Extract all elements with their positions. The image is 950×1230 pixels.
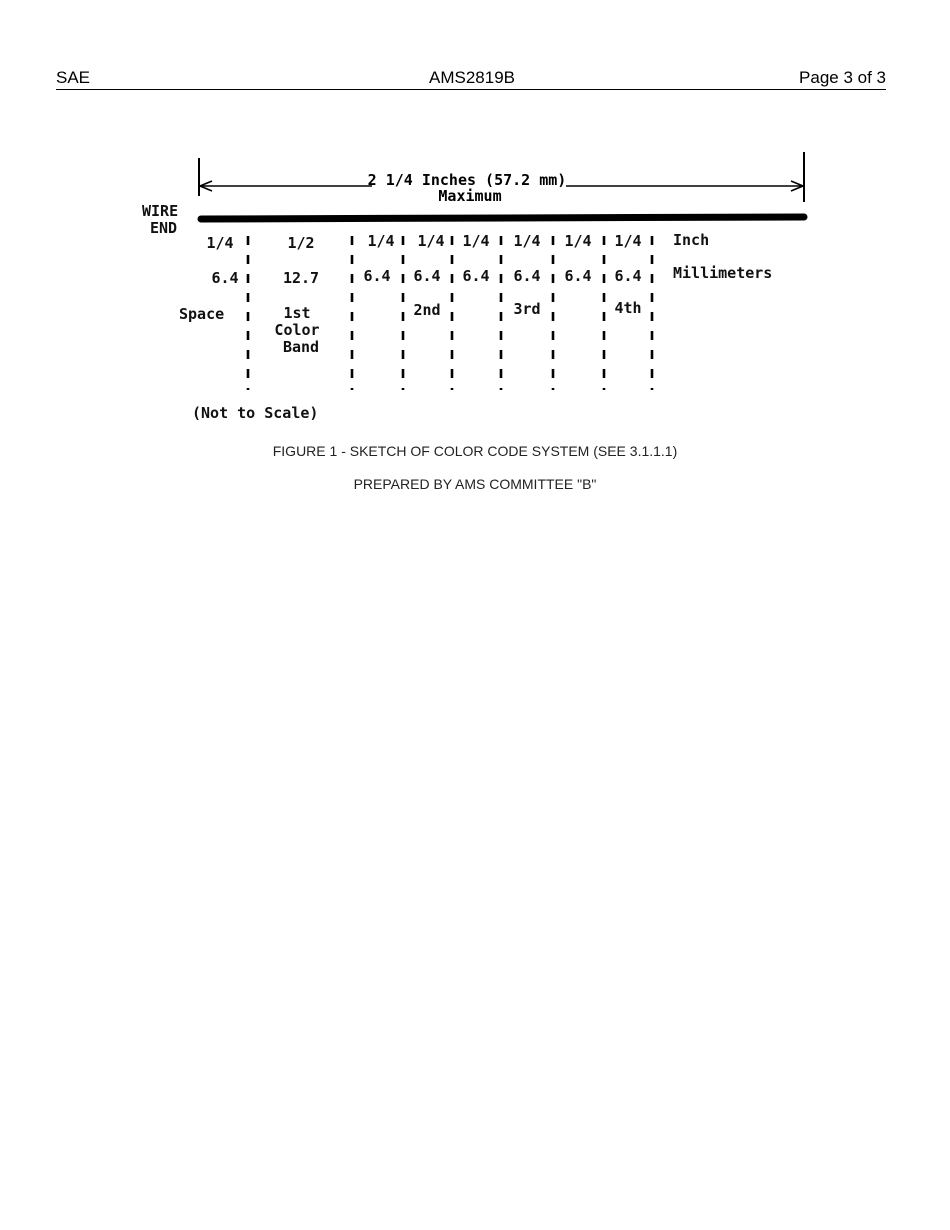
- inch-value: 1/4: [206, 234, 234, 252]
- dimension-sublabel: Maximum: [438, 187, 502, 205]
- header-org: SAE: [56, 68, 91, 87]
- not-to-scale-note: (Not to Scale): [192, 404, 319, 422]
- figure-caption: FIGURE 1 - SKETCH OF COLOR CODE SYSTEM (SEE 3.1.1.1): [272, 443, 678, 459]
- inch-value: 1/4: [462, 232, 490, 250]
- inch-value: 1/4: [367, 232, 395, 250]
- fourth-band-label: 4th: [614, 299, 642, 317]
- header-document-number: AMS2819B: [429, 68, 515, 87]
- space-label: Space: [179, 305, 225, 323]
- header-page-number: Page 3 of 3: [799, 68, 886, 87]
- first-band-label: Band: [282, 338, 320, 356]
- second-band-label: 2nd: [413, 301, 441, 319]
- first-band-label: 1st: [283, 304, 311, 322]
- third-band-label: 3rd: [513, 300, 541, 318]
- inch-value: 1/4: [417, 232, 445, 250]
- wire-end-label-2: END: [150, 219, 178, 237]
- wire-end-label-1: WIRE: [142, 202, 179, 220]
- mm-value: 6.4: [211, 269, 239, 287]
- inch-unit-label: Inch: [673, 231, 710, 249]
- mm-value: 6.4: [363, 267, 391, 285]
- dimension-label: 2 1/4 Inches (57.2 mm): [367, 171, 567, 189]
- mm-value: 6.4: [614, 267, 642, 285]
- mm-value: 12.7: [282, 269, 320, 287]
- prepared-by-note: PREPARED BY AMS COMMITTEE "B": [353, 476, 597, 492]
- inch-value: 1/4: [513, 232, 541, 250]
- inch-value: 1/2: [287, 234, 315, 252]
- mm-value: 6.4: [564, 267, 592, 285]
- mm-unit-label: Millimeters: [673, 264, 773, 282]
- wire: [201, 217, 804, 219]
- first-band-label: Color: [274, 321, 320, 339]
- mm-value: 6.4: [513, 267, 541, 285]
- mm-value: 6.4: [413, 267, 441, 285]
- inch-value: 1/4: [564, 232, 592, 250]
- inch-value: 1/4: [614, 232, 642, 250]
- mm-value: 6.4: [462, 267, 490, 285]
